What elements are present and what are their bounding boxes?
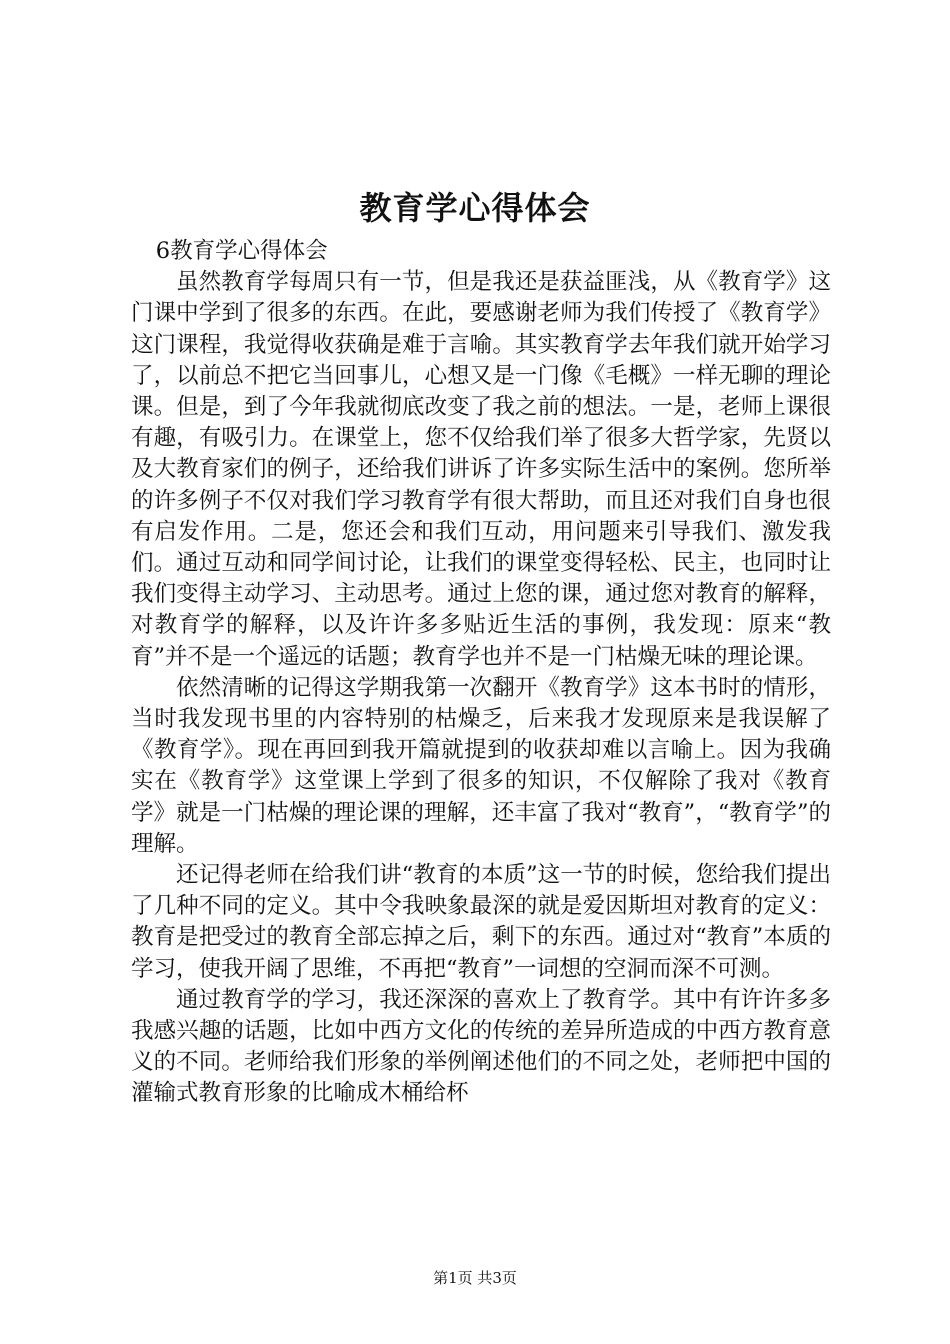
page-number-footer: 第1页 共3页: [433, 1269, 517, 1287]
paragraph: 还记得老师在给我们讲“教育的本质”这一节的时候，您给我们提出了几种不同的定义。其中令我映象最深的就是爱因斯坦对教育的定义：教育是把受过的教育全部忘掉之后，剩下的东西。通过对“教育”本质的学习，使我开阔了思维，不再把“教育”一词想的空洞而深不可测。: [131, 862, 831, 982]
paragraph: 虽然教育学每周只有一节，但是我还是获益匪浅，从《教育学》这门课中学到了很多的东西。在此，要感谢老师为我们传授了《教育学》这门课程，我觉得收获确是难于言喻。其实教育学去年我们就开始学习了，以前总不把它当回事儿，心想又是一门像《毛概》一样无聊的理论课。但是，到了今年我就彻底改变了我之前的想法。一是，老师上课很有趣，有吸引力。在课堂上，您不仅给我们举了很多大哲学家，先贤以及大教育家们的例子，还给我们讲诉了许多实际生活中的案例。您所举的许多例子不仅对我们学习教育学有很大帮助，而且还对我们自身也很有启发作用。二是，您还会和我们互动，用问题来引导我们、激发我们。通过互动和同学间讨论，让我们的课堂变得轻松、民主，也同时让我们变得主动学习、主动思考。通过上您的课，通过您对教育的解释，对教育学的解释，以及许许多多贴近生活的事例，我发现：原来“教育”并不是一个遥远的话题；教育学也并不是一门枯燥无味的理论课。: [131, 269, 831, 670]
paragraph: 通过教育学的学习，我还深深的喜欢上了教育学。其中有许许多多我感兴趣的话题，比如中西方文化的传统的差异所造成的中西方教育意义的不同。老师给我们形象的举例阐述他们的不同之处，老师把中国的灌输式教育形象的比喻成木桶给杯: [131, 986, 831, 1107]
document-subtitle: 6教育学心得体会: [155, 238, 328, 264]
paragraph: 依然清晰的记得这学期我第一次翻开《教育学》这本书时的情形，当时我发现书里的内容特别的枯燥乏，后来我才发现原来是我误解了《教育学》。现在再回到我开篇就提到的收获却难以言喻上。因为我确实在《教育学》这堂课上学到了很多的知识，不仅解除了我对《教育学》就是一门枯燥的理论课的理解，还丰富了我对“教育”，“教育学”的理解。: [131, 674, 831, 857]
document-body: [131, 236, 831, 1110]
document-title: 教育学心得体会: [359, 189, 591, 227]
